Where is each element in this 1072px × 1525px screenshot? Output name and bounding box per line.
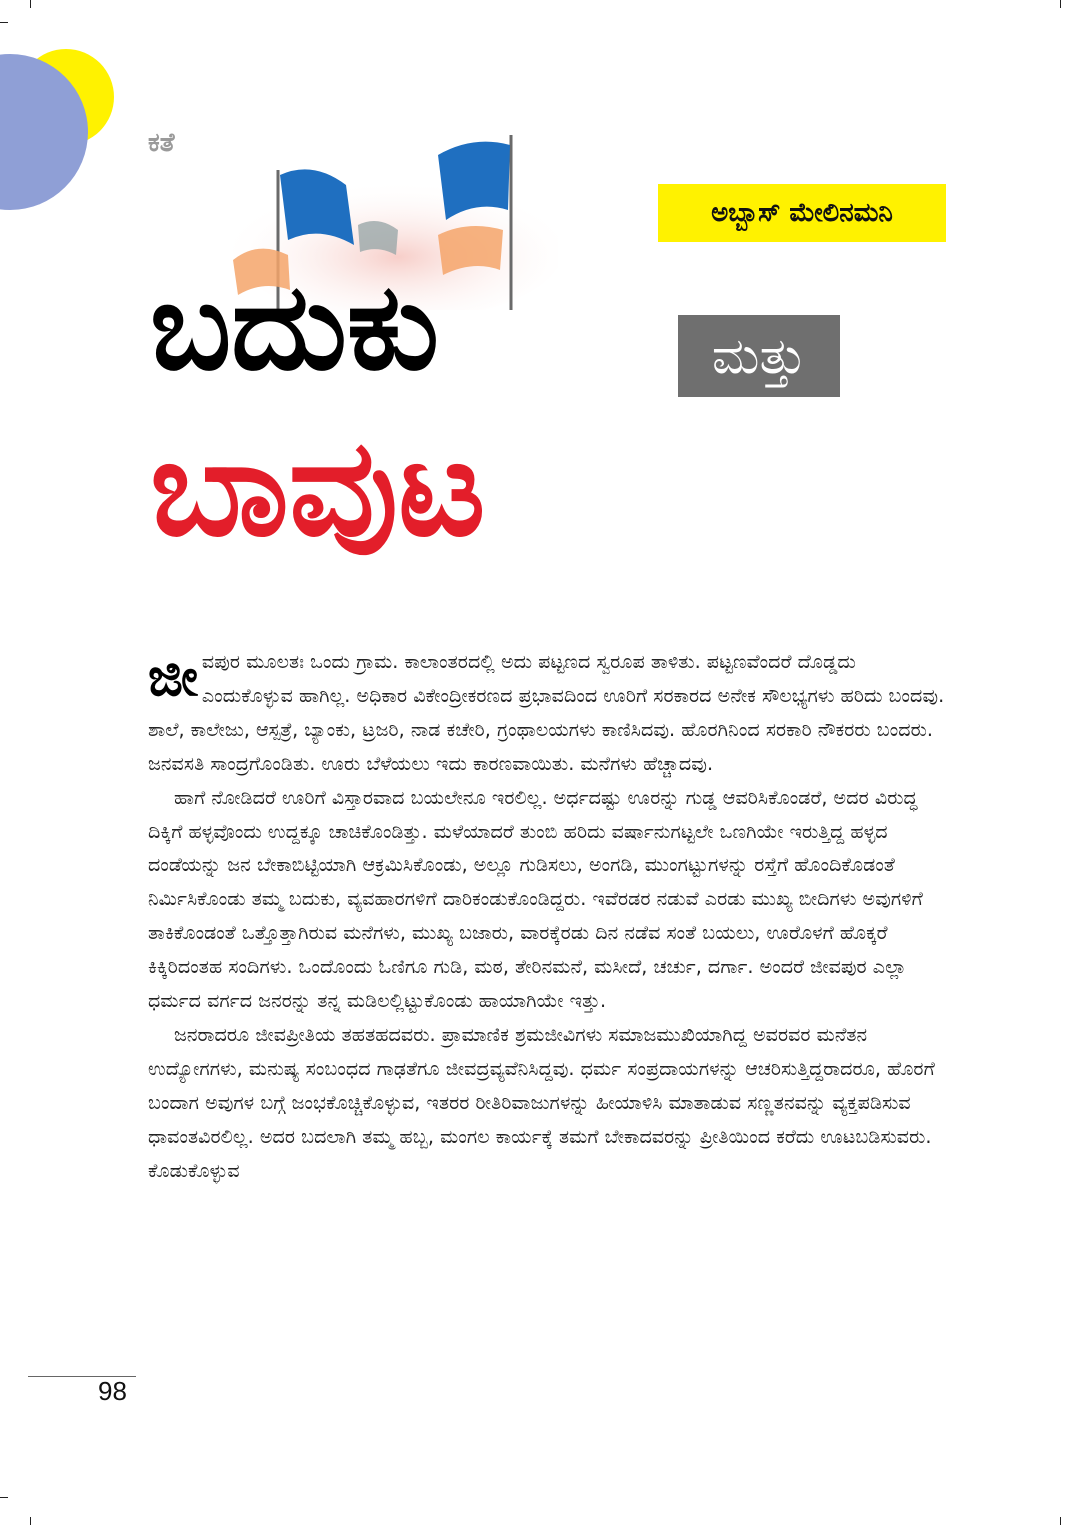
- paragraph-2: ಹಾಗೆ ನೋಡಿದರೆ ಊರಿಗೆ ವಿಸ್ತಾರವಾದ ಬಯಲೇನೂ ಇರಲಿಲ್ಲ. ಅರ್ಧದಷ್ಟು ಊರನ್ನು ಗುಡ್ಡ ಆವರಿಸಿಕೊಂಡರೆ, ಅದರ ವಿರುದ್ಧ ದಿಕ್ಕಿಗೆ ಹಳ್ಳವೊಂದು ಉದ್ದಕ್ಕೂ ಚಾಚಿಕೊಂಡಿತ್ತು. ಮಳೆಯಾದರೆ ತುಂಬಿ ಹರಿದು ವರ್ಷಾನುಗಟ್ಟಲೇ ಒಣಗಿಯೇ ಇರುತ್ತಿದ್ದ ಹಳ್ಳದ ದಂಡೆಯನ್ನು ಜನ ಬೇಕಾಬಿಟ್ಟಿಯಾಗಿ ಆಕ್ರಮಿಸಿಕೊಂಡು, ಅಲ್ಲೂ ಗುಡಿಸಲು, ಅಂಗಡಿ, ಮುಂಗಟ್ಟುಗಳನ್ನು ರಸ್ತೆಗೆ ಹೊಂದಿಕೊಡಂತೆ ನಿರ್ಮಿಸಿಕೊಂಡು ತಮ್ಮ ಬದುಕು, ವ್ಯವಹಾರಗಳಿಗೆ ದಾರಿಕಂಡುಕೊಂಡಿದ್ದರು. ಇವೆರಡರ ನಡುವೆ ಎರಡು ಮುಖ್ಯ ಬೀದಿಗಳು ಅವುಗಳಿಗೆ ತಾಕಿಕೊಂಡಂತೆ ಒತ್ತೊತ್ತಾಗಿರುವ ಮನೆಗಳು, ಮುಖ್ಯ ಬಜಾರು, ವಾರಕ್ಕೆರಡು ದಿನ ನಡೆವ ಸಂತೆ ಬಯಲು, ಊರೊಳಗೆ ಹೊಕ್ಕರೆ ಕಿಕ್ಕಿರಿದಂತಹ ಸಂದಿಗಳು. ಒಂದೊಂದು ಓಣಿಗೂ ಗುಡಿ, ಮಠ, ತೇರಿನಮನೆ, ಮಸೀದೆ, ಚರ್ಚು, ದರ್ಗಾ. ಅಂದರೆ ಜೀವಪುರ ಎಲ್ಲಾ ಧರ್ಮದ ವರ್ಗದ ಜನರನ್ನು ತನ್ನ ಮಡಿಲಲ್ಲಿಟ್ಟುಕೊಂಡು ಹಾಯಾಗಿಯೇ ಇತ್ತು.: [148, 785, 923, 1013]
- crop-mark-bottom-left: [30, 1517, 31, 1525]
- section-label: ಕತೆ: [148, 128, 175, 158]
- title-connector: ಮತ್ತು: [678, 315, 840, 397]
- author-name: ಅಬ್ಬಾಸ್ ಮೇಲಿನಮನಿ: [658, 184, 946, 242]
- decorative-circles: [0, 0, 120, 210]
- title-line-1: ಬದುಕು: [150, 258, 440, 397]
- crop-mark-top-right: [1060, 0, 1061, 8]
- title-line-2: ಬಾವುಟ: [150, 410, 486, 566]
- story-body: [148, 645, 948, 1188]
- crop-mark-left-bottom: [0, 1497, 8, 1498]
- paragraph-1: [148, 645, 948, 781]
- crop-mark-bottom-right: [1060, 1517, 1061, 1525]
- paragraph-3: ಜನರಾದರೂ ಜೀವಪ್ರೀತಿಯ ತಹತಹದವರು. ಪ್ರಾಮಾಣಿಕ ಶ್ರಮಜೀವಿಗಳು ಸಮಾಜಮುಖಿಯಾಗಿದ್ದ ಅವರವರ ಮನೆತನ ಉದ್ಯೋಗಗಳು, ಮನುಷ್ಯ ಸಂಬಂಧದ ಗಾಢತೆಗೂ ಜೀವದ್ರವ್ಯವೆನಿಸಿದ್ದವು. ಧರ್ಮ ಸಂಪ್ರದಾಯಗಳನ್ನು ಆಚರಿಸುತ್ತಿದ್ದರಾದರೂ, ಹೊರಗೆ ಬಂದಾಗ ಅವುಗಳ ಬಗ್ಗೆ ಜಂಭಕೊಚ್ಚಿಕೊಳ್ಳುವ, ಇತರರ ರೀತಿರಿವಾಜುಗಳನ್ನು ಹೀಯಾಳಿಸಿ ಮಾತಾಡುವ ಸಣ್ಣತನವನ್ನು ವ್ಯಕ್ತಪಡಿಸುವ ಧಾವಂತವಿರಲಿಲ್ಲ. ಅದರ ಬದಲಾಗಿ ತಮ್ಮ ಹಬ್ಬ, ಮಂಗಲ ಕಾರ್ಯಕ್ಕೆ ತಮಗೆ ಬೇಕಾದವರನ್ನು ಪ್ರೀತಿಯಿಂದ ಕರೆದು ಊಟಬಡಿಸುವರು. ಕೊಡುಕೊಳ್ಳುವ: [148, 1022, 935, 1182]
- paragraph-1-text: ವಪುರ ಮೂಲತಃ ಒಂದು ಗ್ರಾಮ. ಕಾಲಾಂತರದಲ್ಲಿ ಅದು ಪಟ್ಟಣದ ಸ್ವರೂಪ ತಾಳಿತು. ಪಟ್ಟಣವೆಂದರೆ ದೊಡ್ಡದು ಎಂದುಕೊಳ್ಳುವ ಹಾಗಿಲ್ಲ. ಅಧಿಕಾರ ವಿಕೇಂದ್ರೀಕರಣದ ಪ್ರಭಾವದಿಂದ ಊರಿಗೆ ಸರಕಾರದ ಅನೇಕ ಸೌಲಭ್ಯಗಳು ಹರಿದು ಬಂದವು. ಶಾಲೆ, ಕಾಲೇಜು, ಆಸ್ಪತ್ರೆ, ಬ್ಯಾಂಕು, ಟ್ರಜರಿ, ನಾಡ ಕಚೇರಿ, ಗ್ರಂಥಾಲಯಗಳು ಕಾಣಿಸಿದವು. ಹೊರಗಿನಿಂದ ಸರಕಾರಿ ನೌಕರರು ಬಂದರು. ಜನವಸತಿ ಸಾಂದ್ರಗೊಂಡಿತು. ಊರು ಬೆಳೆಯಲು ಇದು ಕಾರಣವಾಯಿತು. ಮನೆಗಳು ಹೆಚ್ಚಾದವು.: [148, 650, 945, 775]
- page-number: 98: [98, 1376, 127, 1406]
- drop-cap: ಜೀ: [148, 648, 198, 708]
